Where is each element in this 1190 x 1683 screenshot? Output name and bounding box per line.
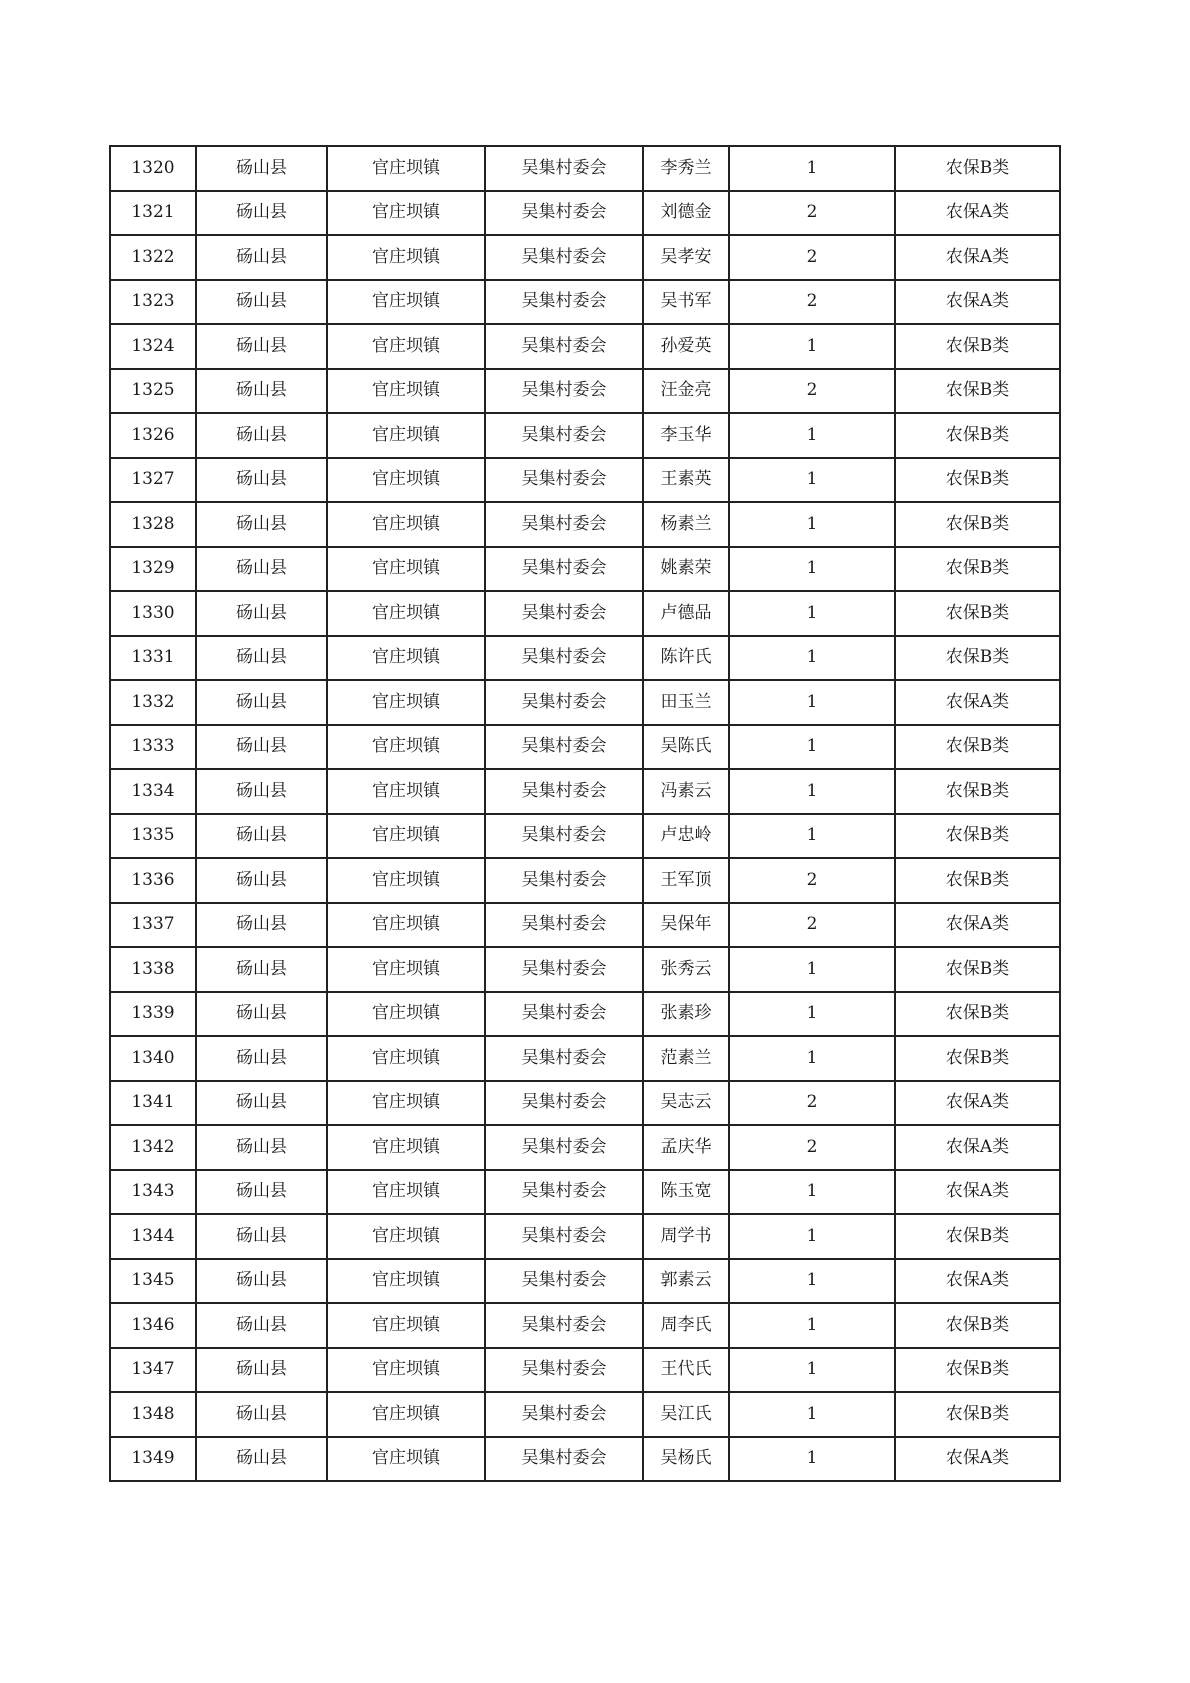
table-row [110, 769, 1060, 814]
cell-county: 砀山县 [196, 235, 327, 280]
cell-insurance-type: 农保B类 [895, 502, 1060, 547]
cell-village-committee: 吴集村委会 [485, 814, 643, 859]
table-row [110, 1081, 1060, 1126]
cell-serial-number: 1321 [110, 191, 196, 236]
cell-serial-number: 1346 [110, 1303, 196, 1348]
table-row [110, 814, 1060, 859]
cell-county: 砀山县 [196, 947, 327, 992]
cell-person-name: 王军顶 [643, 858, 729, 903]
cell-person-name: 李秀兰 [643, 146, 729, 191]
cell-person-name: 卢德品 [643, 591, 729, 636]
cell-county: 砀山县 [196, 591, 327, 636]
cell-insurance-type: 农保A类 [895, 1170, 1060, 1215]
cell-village-committee: 吴集村委会 [485, 280, 643, 325]
cell-town: 官庄坝镇 [327, 547, 485, 592]
cell-serial-number: 1320 [110, 146, 196, 191]
cell-county: 砀山县 [196, 1170, 327, 1215]
cell-town: 官庄坝镇 [327, 1303, 485, 1348]
cell-county: 砀山县 [196, 1348, 327, 1393]
cell-person-name: 田玉兰 [643, 680, 729, 725]
cell-serial-number: 1342 [110, 1125, 196, 1170]
cell-town: 官庄坝镇 [327, 992, 485, 1037]
cell-person-name: 吴江氏 [643, 1392, 729, 1437]
cell-town: 官庄坝镇 [327, 458, 485, 503]
cell-village-committee: 吴集村委会 [485, 680, 643, 725]
cell-county: 砀山县 [196, 1392, 327, 1437]
table-row [110, 1036, 1060, 1081]
cell-household-count: 2 [729, 858, 895, 903]
table-row [110, 1170, 1060, 1215]
cell-person-name: 姚素荣 [643, 547, 729, 592]
cell-household-count: 1 [729, 992, 895, 1037]
cell-household-count: 2 [729, 369, 895, 414]
cell-town: 官庄坝镇 [327, 1036, 485, 1081]
cell-insurance-type: 农保B类 [895, 458, 1060, 503]
cell-town: 官庄坝镇 [327, 369, 485, 414]
cell-county: 砀山县 [196, 1437, 327, 1482]
cell-household-count: 1 [729, 1036, 895, 1081]
cell-county: 砀山县 [196, 636, 327, 681]
cell-serial-number: 1341 [110, 1081, 196, 1126]
table-row [110, 903, 1060, 948]
table-row [110, 324, 1060, 369]
table-row [110, 591, 1060, 636]
cell-village-committee: 吴集村委会 [485, 369, 643, 414]
cell-insurance-type: 农保B类 [895, 369, 1060, 414]
table-row [110, 992, 1060, 1037]
cell-county: 砀山县 [196, 1081, 327, 1126]
cell-county: 砀山县 [196, 1125, 327, 1170]
roster-table-body [110, 146, 1060, 1481]
cell-serial-number: 1345 [110, 1259, 196, 1304]
cell-county: 砀山县 [196, 369, 327, 414]
cell-person-name: 周李氏 [643, 1303, 729, 1348]
cell-county: 砀山县 [196, 324, 327, 369]
cell-person-name: 王素英 [643, 458, 729, 503]
cell-person-name: 汪金亮 [643, 369, 729, 414]
cell-household-count: 1 [729, 1392, 895, 1437]
cell-person-name: 吴保年 [643, 903, 729, 948]
cell-village-committee: 吴集村委会 [485, 191, 643, 236]
cell-insurance-type: 农保B类 [895, 146, 1060, 191]
table-row [110, 1437, 1060, 1482]
cell-person-name: 陈许氏 [643, 636, 729, 681]
cell-serial-number: 1334 [110, 769, 196, 814]
cell-household-count: 1 [729, 1259, 895, 1304]
cell-person-name: 孟庆华 [643, 1125, 729, 1170]
cell-village-committee: 吴集村委会 [485, 725, 643, 770]
cell-county: 砀山县 [196, 1303, 327, 1348]
table-row [110, 1348, 1060, 1393]
cell-town: 官庄坝镇 [327, 947, 485, 992]
cell-household-count: 1 [729, 814, 895, 859]
table-row [110, 1392, 1060, 1437]
cell-insurance-type: 农保A类 [895, 280, 1060, 325]
cell-insurance-type: 农保B类 [895, 1214, 1060, 1259]
cell-town: 官庄坝镇 [327, 235, 485, 280]
table-row [110, 458, 1060, 503]
cell-person-name: 冯素云 [643, 769, 729, 814]
cell-household-count: 1 [729, 769, 895, 814]
cell-town: 官庄坝镇 [327, 324, 485, 369]
cell-village-committee: 吴集村委会 [485, 1392, 643, 1437]
cell-village-committee: 吴集村委会 [485, 903, 643, 948]
cell-town: 官庄坝镇 [327, 413, 485, 458]
cell-village-committee: 吴集村委会 [485, 1214, 643, 1259]
cell-serial-number: 1336 [110, 858, 196, 903]
cell-county: 砀山县 [196, 191, 327, 236]
cell-village-committee: 吴集村委会 [485, 858, 643, 903]
cell-village-committee: 吴集村委会 [485, 1348, 643, 1393]
cell-person-name: 张秀云 [643, 947, 729, 992]
cell-person-name: 孙爱英 [643, 324, 729, 369]
cell-insurance-type: 农保B类 [895, 769, 1060, 814]
cell-town: 官庄坝镇 [327, 769, 485, 814]
cell-household-count: 1 [729, 146, 895, 191]
table-row [110, 235, 1060, 280]
cell-household-count: 1 [729, 591, 895, 636]
cell-village-committee: 吴集村委会 [485, 591, 643, 636]
table-row [110, 725, 1060, 770]
cell-insurance-type: 农保B类 [895, 858, 1060, 903]
cell-county: 砀山县 [196, 1214, 327, 1259]
table-row [110, 191, 1060, 236]
cell-village-committee: 吴集村委会 [485, 1170, 643, 1215]
cell-insurance-type: 农保B类 [895, 636, 1060, 681]
cell-village-committee: 吴集村委会 [485, 235, 643, 280]
cell-insurance-type: 农保B类 [895, 1392, 1060, 1437]
cell-county: 砀山县 [196, 547, 327, 592]
cell-serial-number: 1332 [110, 680, 196, 725]
cell-town: 官庄坝镇 [327, 725, 485, 770]
cell-insurance-type: 农保B类 [895, 1303, 1060, 1348]
cell-person-name: 陈玉宽 [643, 1170, 729, 1215]
cell-insurance-type: 农保A类 [895, 1125, 1060, 1170]
cell-town: 官庄坝镇 [327, 1392, 485, 1437]
cell-serial-number: 1348 [110, 1392, 196, 1437]
cell-county: 砀山县 [196, 814, 327, 859]
cell-household-count: 2 [729, 1081, 895, 1126]
cell-county: 砀山县 [196, 1259, 327, 1304]
cell-serial-number: 1333 [110, 725, 196, 770]
cell-person-name: 杨素兰 [643, 502, 729, 547]
cell-serial-number: 1344 [110, 1214, 196, 1259]
cell-insurance-type: 农保B类 [895, 725, 1060, 770]
cell-person-name: 范素兰 [643, 1036, 729, 1081]
cell-serial-number: 1328 [110, 502, 196, 547]
cell-serial-number: 1327 [110, 458, 196, 503]
cell-village-committee: 吴集村委会 [485, 947, 643, 992]
cell-county: 砀山县 [196, 1036, 327, 1081]
cell-village-committee: 吴集村委会 [485, 1259, 643, 1304]
cell-household-count: 1 [729, 947, 895, 992]
cell-household-count: 2 [729, 280, 895, 325]
table-row [110, 413, 1060, 458]
cell-household-count: 1 [729, 680, 895, 725]
cell-serial-number: 1326 [110, 413, 196, 458]
cell-town: 官庄坝镇 [327, 858, 485, 903]
cell-town: 官庄坝镇 [327, 903, 485, 948]
cell-insurance-type: 农保B类 [895, 324, 1060, 369]
table-row [110, 1259, 1060, 1304]
cell-household-count: 1 [729, 1303, 895, 1348]
cell-village-committee: 吴集村委会 [485, 458, 643, 503]
cell-insurance-type: 农保A类 [895, 191, 1060, 236]
cell-person-name: 刘德金 [643, 191, 729, 236]
table-row [110, 636, 1060, 681]
cell-household-count: 1 [729, 324, 895, 369]
cell-village-committee: 吴集村委会 [485, 1036, 643, 1081]
cell-town: 官庄坝镇 [327, 1348, 485, 1393]
table-row [110, 1214, 1060, 1259]
cell-person-name: 吴书军 [643, 280, 729, 325]
cell-person-name: 吴陈氏 [643, 725, 729, 770]
cell-person-name: 张素珍 [643, 992, 729, 1037]
cell-village-committee: 吴集村委会 [485, 1081, 643, 1126]
table-row [110, 146, 1060, 191]
roster-table [109, 145, 1061, 1482]
cell-household-count: 2 [729, 903, 895, 948]
cell-household-count: 1 [729, 502, 895, 547]
cell-town: 官庄坝镇 [327, 1170, 485, 1215]
cell-village-committee: 吴集村委会 [485, 636, 643, 681]
cell-household-count: 1 [729, 413, 895, 458]
cell-household-count: 2 [729, 191, 895, 236]
cell-county: 砀山县 [196, 680, 327, 725]
cell-insurance-type: 农保B类 [895, 947, 1060, 992]
cell-village-committee: 吴集村委会 [485, 324, 643, 369]
cell-insurance-type: 农保A类 [895, 235, 1060, 280]
cell-person-name: 卢忠岭 [643, 814, 729, 859]
cell-village-committee: 吴集村委会 [485, 1303, 643, 1348]
cell-household-count: 1 [729, 458, 895, 503]
cell-household-count: 2 [729, 1125, 895, 1170]
cell-town: 官庄坝镇 [327, 1259, 485, 1304]
cell-insurance-type: 农保A类 [895, 903, 1060, 948]
cell-insurance-type: 农保B类 [895, 413, 1060, 458]
cell-village-committee: 吴集村委会 [485, 502, 643, 547]
cell-insurance-type: 农保A类 [895, 1259, 1060, 1304]
cell-town: 官庄坝镇 [327, 680, 485, 725]
cell-person-name: 王代氏 [643, 1348, 729, 1393]
cell-person-name: 郭素云 [643, 1259, 729, 1304]
cell-insurance-type: 农保B类 [895, 992, 1060, 1037]
cell-village-committee: 吴集村委会 [485, 146, 643, 191]
cell-household-count: 1 [729, 636, 895, 681]
cell-person-name: 吴志云 [643, 1081, 729, 1126]
cell-town: 官庄坝镇 [327, 636, 485, 681]
cell-person-name: 周学书 [643, 1214, 729, 1259]
cell-town: 官庄坝镇 [327, 1437, 485, 1482]
cell-insurance-type: 农保A类 [895, 1081, 1060, 1126]
cell-serial-number: 1339 [110, 992, 196, 1037]
cell-serial-number: 1349 [110, 1437, 196, 1482]
table-row [110, 502, 1060, 547]
cell-insurance-type: 农保B类 [895, 591, 1060, 636]
cell-county: 砀山县 [196, 413, 327, 458]
table-row [110, 369, 1060, 414]
cell-town: 官庄坝镇 [327, 1081, 485, 1126]
cell-county: 砀山县 [196, 903, 327, 948]
cell-insurance-type: 农保B类 [895, 547, 1060, 592]
cell-household-count: 1 [729, 725, 895, 770]
cell-household-count: 2 [729, 235, 895, 280]
cell-person-name: 李玉华 [643, 413, 729, 458]
cell-serial-number: 1323 [110, 280, 196, 325]
cell-serial-number: 1330 [110, 591, 196, 636]
cell-county: 砀山县 [196, 725, 327, 770]
cell-serial-number: 1343 [110, 1170, 196, 1215]
table-row [110, 947, 1060, 992]
cell-insurance-type: 农保B类 [895, 814, 1060, 859]
cell-town: 官庄坝镇 [327, 280, 485, 325]
cell-serial-number: 1335 [110, 814, 196, 859]
cell-town: 官庄坝镇 [327, 591, 485, 636]
cell-household-count: 1 [729, 1214, 895, 1259]
cell-household-count: 1 [729, 547, 895, 592]
cell-serial-number: 1324 [110, 324, 196, 369]
cell-household-count: 1 [729, 1348, 895, 1393]
cell-serial-number: 1337 [110, 903, 196, 948]
cell-insurance-type: 农保B类 [895, 1036, 1060, 1081]
cell-county: 砀山县 [196, 146, 327, 191]
cell-serial-number: 1322 [110, 235, 196, 280]
cell-county: 砀山县 [196, 502, 327, 547]
cell-serial-number: 1329 [110, 547, 196, 592]
cell-serial-number: 1338 [110, 947, 196, 992]
table-row [110, 1125, 1060, 1170]
cell-serial-number: 1331 [110, 636, 196, 681]
cell-insurance-type: 农保B类 [895, 1348, 1060, 1393]
cell-village-committee: 吴集村委会 [485, 413, 643, 458]
cell-person-name: 吴杨氏 [643, 1437, 729, 1482]
cell-insurance-type: 农保A类 [895, 680, 1060, 725]
table-row [110, 280, 1060, 325]
cell-household-count: 1 [729, 1437, 895, 1482]
cell-serial-number: 1325 [110, 369, 196, 414]
cell-town: 官庄坝镇 [327, 814, 485, 859]
cell-town: 官庄坝镇 [327, 502, 485, 547]
cell-household-count: 1 [729, 1170, 895, 1215]
table-row [110, 858, 1060, 903]
table-row [110, 1303, 1060, 1348]
cell-town: 官庄坝镇 [327, 1214, 485, 1259]
cell-insurance-type: 农保A类 [895, 1437, 1060, 1482]
cell-town: 官庄坝镇 [327, 1125, 485, 1170]
cell-village-committee: 吴集村委会 [485, 769, 643, 814]
cell-county: 砀山县 [196, 769, 327, 814]
cell-village-committee: 吴集村委会 [485, 1125, 643, 1170]
cell-village-committee: 吴集村委会 [485, 992, 643, 1037]
cell-town: 官庄坝镇 [327, 191, 485, 236]
cell-county: 砀山县 [196, 858, 327, 903]
cell-county: 砀山县 [196, 280, 327, 325]
cell-county: 砀山县 [196, 992, 327, 1037]
cell-village-committee: 吴集村委会 [485, 1437, 643, 1482]
cell-serial-number: 1347 [110, 1348, 196, 1393]
cell-village-committee: 吴集村委会 [485, 547, 643, 592]
table-row [110, 680, 1060, 725]
cell-town: 官庄坝镇 [327, 146, 485, 191]
cell-county: 砀山县 [196, 458, 327, 503]
table-row [110, 547, 1060, 592]
cell-person-name: 吴孝安 [643, 235, 729, 280]
cell-serial-number: 1340 [110, 1036, 196, 1081]
